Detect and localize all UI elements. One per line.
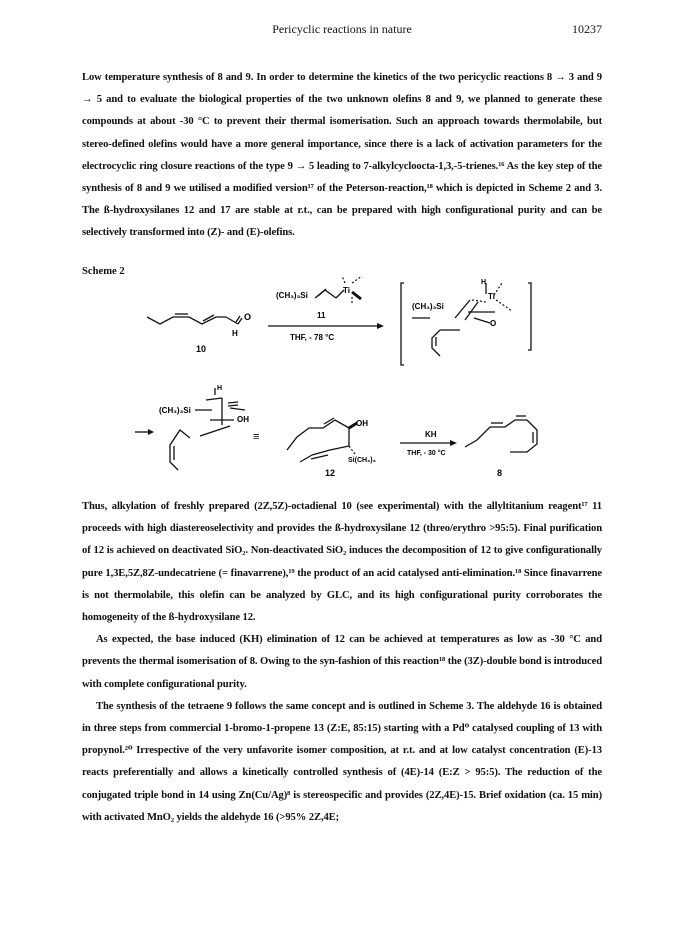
aldehyde-o: O	[244, 312, 252, 322]
compound-12-oh: OH	[356, 419, 368, 428]
equivalence-sign: ≡	[253, 431, 260, 443]
section-text: In order to determine the kinetics of the two pericyclic reactions 8 → 3 and 9 → 5 and to evaluate the biological properties of the two unknown olefins 8 and 9, we planned to generate these compounds at about -30 °C to prevent their thermal isomerisation. Such an approach towards thermolabile, but stereo-defined olefins would have a more general importance, since there is a lack of activation parameters for the electrocyclic ring closure reactions of the type 9 → 5 leading to 7-alkylcycloocta-1,3,-5-trienes.¹⁶ As the key step of the synthesis of 8 and 9 we utilised a modified version¹⁷ of the Peterson-reaction,¹⁸ which is depicted in Scheme 2 and 3. The ß-hydroxysilanes 12 and 17 are stable at r.t., can be prepared with high configurational purity and can be selectively transformed into (Z)- and (E)-olefins.	[82, 72, 602, 239]
arrow-head-1	[377, 323, 384, 329]
paragraph-3: The synthesis of the tetraene 9 follows the same concept and is outlined in Scheme 3. The aldehyde 16 is obtained in three steps from commercial 1-bromo-1-propene 13 (Z:E, 85:15) starting with a Pd⁰ catalysed coupling of 13 with propynol.²⁰ Irrespective of the very unfavorite isomer composition, at r.t. and at low catalyst concentration (E)-13 reacts preferentially and allows a kinetically controlled synthesis of (4E)-14 (E:Z > 95:5). The reduction of the conjugated triple bond in 14 using Zn(Cu/Ag)⁸ is stereospecific and provides (2Z,4E)-15. Brief oxidation (ca. 15 min) with activated MnO₂ yields the aldehyde 16 (>95% 2Z,4E;	[82, 700, 602, 823]
reagent-kh: KH	[425, 430, 437, 439]
compound-8-label: 8	[497, 468, 503, 478]
ts-h: H	[481, 279, 487, 286]
page-number: 10237	[572, 22, 602, 36]
conditions-2: THF, - 30 °C	[407, 450, 446, 457]
ts-silyl: (CH₃)₃Si	[412, 302, 444, 311]
ts-o: O	[490, 319, 497, 328]
transition-state-structure	[401, 283, 531, 365]
intermediate-h: H	[217, 385, 223, 392]
reagent-ti: Ti	[343, 286, 350, 295]
intermediate-oh: OH	[237, 415, 249, 424]
reagent-silyl: (CH₃)₃Si	[276, 291, 308, 300]
arrow-head-2	[148, 429, 154, 435]
arrow-head-3	[450, 440, 457, 446]
conditions-1: THF, - 78 °C	[290, 333, 335, 342]
compound-10-structure	[147, 314, 242, 324]
reagent-11-label: 11	[317, 311, 326, 320]
running-title: Pericyclic reactions in nature	[272, 22, 412, 36]
compound-12-silyl: Si(CH₃)₃	[348, 457, 376, 464]
compound-12-label: 12	[325, 468, 336, 478]
section-heading: Low temperature synthesis of 8 and 9.	[82, 72, 254, 83]
paragraph-1: Thus, alkylation of freshly prepared (2Z,5Z)-octadienal 10 (see experimental) with the allyltitanium reagent¹⁷ 11 proceeds with high diastereoselectivity and provides the ß-hydroxysilane 12 (threo/erythro >95:5). Final purification of 12 is achieved on deactivated SiO₂. Non-deactivated SiO₂ induces the decomposition of 12 to give configurationally pure 1,3E,5Z,8Z-undecatriene (= finavarrene),¹⁹ the product of an acid catalysed anti-elimination.¹⁸ Since finavarrene is not thermolabile, this olefin can be analyzed by GLC, and its high configurational purity corroborates the homogeneity of the ß-hydroxysilane 12.	[82, 501, 602, 624]
reagent-11-structure	[315, 276, 362, 305]
scheme-title: Scheme 2	[82, 266, 125, 277]
compound-10-label: 10	[196, 344, 207, 354]
intermediate-structure	[170, 388, 245, 470]
body-text	[82, 496, 602, 829]
compound-8-structure	[465, 416, 537, 452]
intermediate-silyl: (CH₃)₃Si	[159, 406, 191, 415]
aldehyde-h: H	[232, 329, 238, 338]
ts-ti: Ti	[488, 292, 495, 301]
compound-12-structure	[287, 418, 357, 462]
paragraph-2: As expected, the base induced (KH) elimination of 12 can be achieved at temperatures as low as -30 °C and prevents the thermal isomerisation of 8. Owing to the syn-fashion of this reaction¹⁸ the (3Z)-double bond is introduced with complete configurational purity.	[82, 634, 602, 690]
